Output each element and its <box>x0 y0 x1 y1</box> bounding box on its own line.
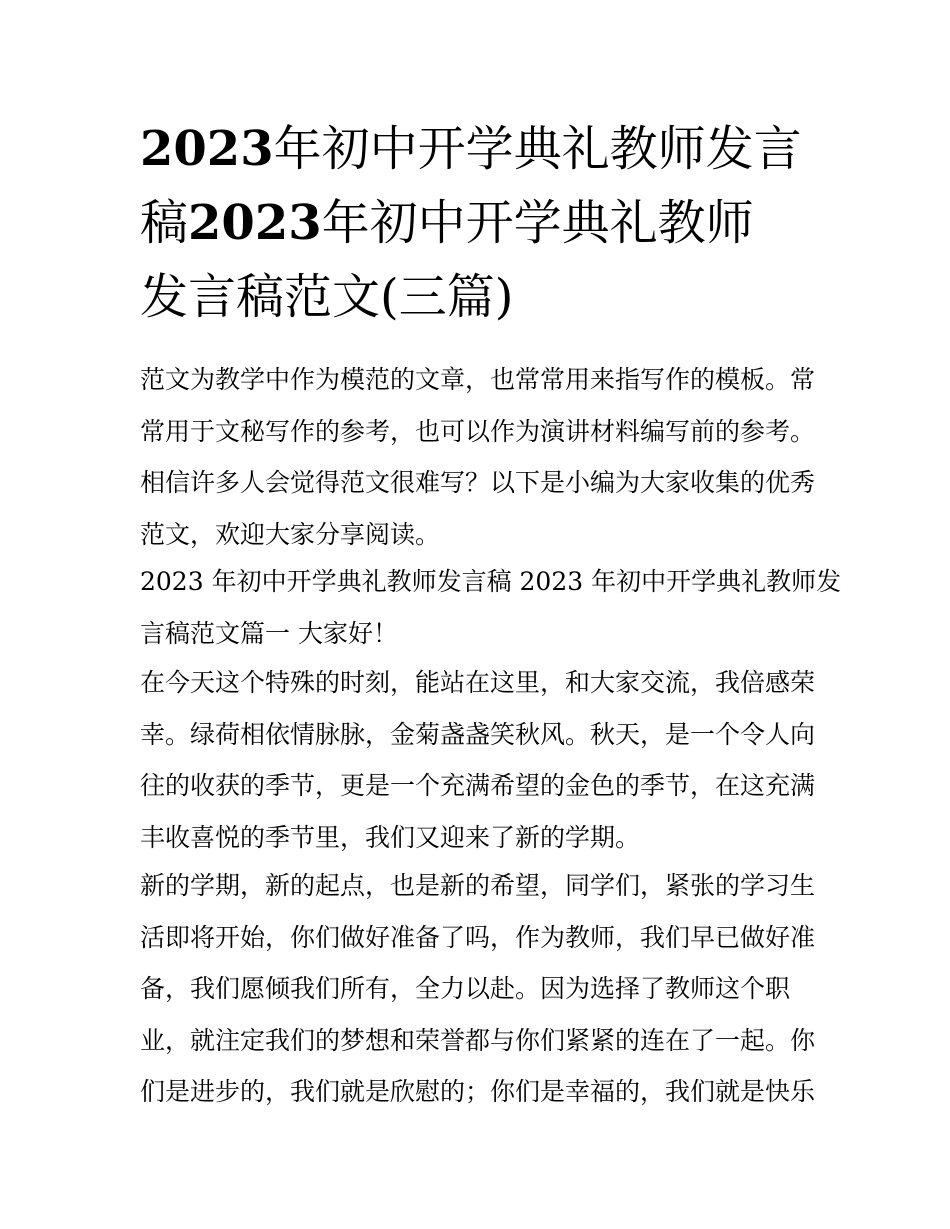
text-line: 活即将开始，你们做好准备了吗，作为教师，我们早已做好准 <box>140 922 816 952</box>
text-line: 新的学期，新的起点，也是新的希望，同学们，紧张的学习生 <box>140 871 816 900</box>
text-line: 业，就注定我们的梦想和荣誉都与你们紧紧的连在了一起。你 <box>140 1025 816 1055</box>
text-line: 2023 年初中开学典礼教师发言稿 2023 年初中开学典礼教师发 <box>140 567 842 596</box>
text-line: 范文为教学中作为模范的文章，也常常用来指写作的模板。常 <box>140 365 816 394</box>
title-line <box>140 112 820 186</box>
text-line: 范文，欢迎大家分享阅读。 <box>140 519 441 549</box>
paragraph-heading <box>140 556 842 659</box>
text-line: 备，我们愿倾我们所有，全力以赴。因为选择了教师这个职 <box>140 974 791 1003</box>
text-line: 丰收喜悦的季节里，我们又迎来了新的学期。 <box>140 822 641 852</box>
text-line: 相信许多人会觉得范文很难写？以下是小编为大家收集的优秀 <box>140 468 816 497</box>
text-line: 们是进步的，我们就是欣慰的；你们是幸福的，我们就是快乐 <box>140 1077 816 1106</box>
text-line: 在今天这个特殊的时刻，能站在这里，和大家交流，我倍感荣 <box>140 668 816 697</box>
title-text: 年初中开学典礼教师 <box>321 195 754 251</box>
paragraph-new-semester <box>140 860 830 1118</box>
paragraph-greeting <box>140 657 830 863</box>
paragraph-intro <box>140 354 830 560</box>
text-line: 常用于文秘写作的参考，也可以作为演讲材料编写前的参考。 <box>140 416 816 446</box>
title-line <box>140 186 820 260</box>
title-text: 稿 <box>140 195 189 251</box>
text-line: 往的收获的季节，更是一个充满希望的金色的季节，在这充满 <box>140 771 816 800</box>
title-text: 发言稿范文(三篇) <box>140 269 514 325</box>
document-title <box>140 112 820 334</box>
text-line: 言稿范文篇一 大家好！ <box>140 618 398 648</box>
title-text: 年初中开学典礼教师发言 <box>273 121 802 177</box>
title-line <box>140 260 820 334</box>
title-year: 2023 <box>140 121 274 177</box>
text-line: 幸。绿荷相依情脉脉，金菊盏盏笑秋风。秋天，是一个令人向 <box>140 719 816 749</box>
title-year: 2023 <box>188 195 322 251</box>
